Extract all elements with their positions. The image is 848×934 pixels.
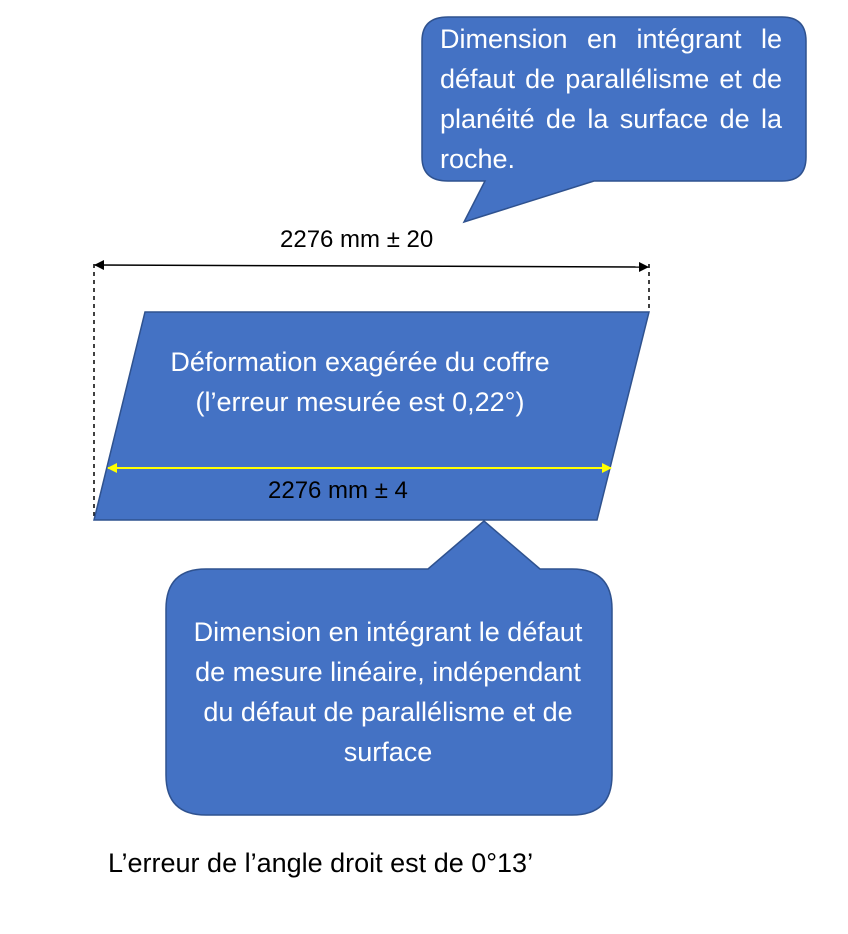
callout-top-text: Dimension en intégrant le défaut de parallélisme et de planéité de la surface de la roche. xyxy=(440,24,782,174)
shape-label: Déformation exagérée du coffre (l’erreur mesurée est 0,22°) xyxy=(170,347,550,417)
inner-dimension-label: 2276 mm ± 4 xyxy=(268,477,408,504)
outer-dimension-label: 2276 mm ± 20 xyxy=(280,226,434,253)
outer-dimension-arrow xyxy=(95,265,648,267)
callout-bottom-text: Dimension en intégrant le défaut de mesure linéaire, indépendant du défaut de parallélisme et de surface xyxy=(193,617,583,767)
footer-note: L’erreur de l’angle droit est de 0°13’ xyxy=(108,848,534,878)
